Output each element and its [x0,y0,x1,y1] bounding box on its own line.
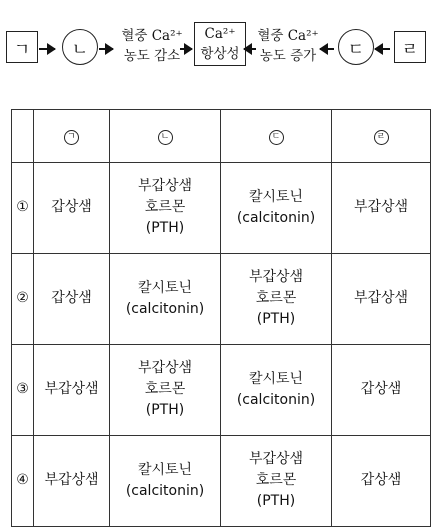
cell-line: (calcitonin) [236,391,316,408]
cell-line: 부갑상샘 [353,199,409,216]
table-cell [221,162,332,253]
table-cell [332,253,431,344]
header-cell [332,110,431,163]
table-cell [110,253,221,344]
table-row [12,435,431,526]
cell-line: 갑상샘 [360,472,402,489]
table-cell [332,162,431,253]
table-cell [34,253,110,344]
cell-line: 갑상샘 [51,199,92,216]
table-cell [221,253,332,344]
cell-line: (calcitonin) [236,209,316,226]
row-label: ④ [12,435,34,526]
cell-line: 부갑상샘 [137,178,193,195]
cell-line: 칼시토닌 [137,279,193,296]
table-cell [34,162,110,253]
cell-line: (PTH) [256,311,296,328]
header-cell [34,110,110,163]
cell-line: 부갑상샘 [248,269,304,286]
node-d-label: ㄹ [401,39,419,60]
table-cell [221,435,332,526]
cell-line: 부갑상샘 [44,381,99,398]
arrow-a-to-b [39,48,55,50]
table-cell [332,344,431,435]
table-header-row [12,110,431,163]
homeostasis-box [194,22,246,66]
cell-line: 부갑상샘 [248,451,304,468]
decrease-label-line1: 혈중 Ca²⁺ [121,28,183,44]
cell-line: (PTH) [145,402,185,419]
node-c-circle [338,29,374,65]
node-a-box [6,31,38,63]
cell-line: 갑상샘 [51,290,92,307]
header-label: ㄱ [64,130,79,145]
decrease-label [116,26,188,66]
cell-line: 부갑상샘 [44,472,99,489]
node-b-label: ㄴ [71,39,89,60]
table-cell [110,344,221,435]
decrease-label-line2: 농도 감소 [123,48,181,64]
table-row [12,253,431,344]
node-c-label: ㄷ [347,39,365,60]
answer-choices-table [11,109,431,527]
cell-line: (calcitonin) [125,300,205,317]
header-label: ㄹ [374,130,389,145]
table-cell [332,435,431,526]
header-cell [221,110,332,163]
calcium-homeostasis-diagram [0,0,432,96]
row-label: ① [12,162,34,253]
cell-line: (calcitonin) [125,482,205,499]
table-cell [221,344,332,435]
increase-label-line1: 혈중 Ca²⁺ [257,28,319,44]
arrow-d-to-c [375,48,390,50]
cell-line: 부갑상샘 [353,290,409,307]
cell-line: (PTH) [145,220,185,237]
increase-label-line2: 농도 증가 [259,48,317,64]
increase-label [252,26,324,66]
arrow-b-to-label [99,48,113,50]
table-cell [110,162,221,253]
table-cell [110,435,221,526]
cell-line: 갑상샘 [360,381,402,398]
node-d-box [394,31,426,63]
cell-line: 호르몬 [255,472,297,489]
arrow-c-to-label [320,48,334,50]
cell-line: 칼시토닌 [248,188,304,205]
table-cell [34,344,110,435]
header-corner [12,110,34,163]
cell-line: 부갑상샘 [137,360,193,377]
cell-line: 호르몬 [144,381,186,398]
center-line2: 항상성 [200,46,240,62]
cell-line: 호르몬 [255,290,297,307]
node-a-label: ㄱ [13,39,31,60]
center-line1: Ca²⁺ [204,26,236,42]
cell-line: 호르몬 [144,199,186,216]
header-label: ㄷ [269,130,284,145]
cell-line: 칼시토닌 [248,370,304,387]
row-label: ③ [12,344,34,435]
node-b-circle [62,29,98,65]
table-row [12,162,431,253]
table-row [12,344,431,435]
cell-line: (PTH) [256,493,296,510]
header-cell [110,110,221,163]
cell-line: 칼시토닌 [137,461,193,478]
header-label: ㄴ [158,130,173,145]
table-body [12,162,431,526]
table-cell [34,435,110,526]
arrow-to-center [180,48,192,50]
row-label: ② [12,253,34,344]
